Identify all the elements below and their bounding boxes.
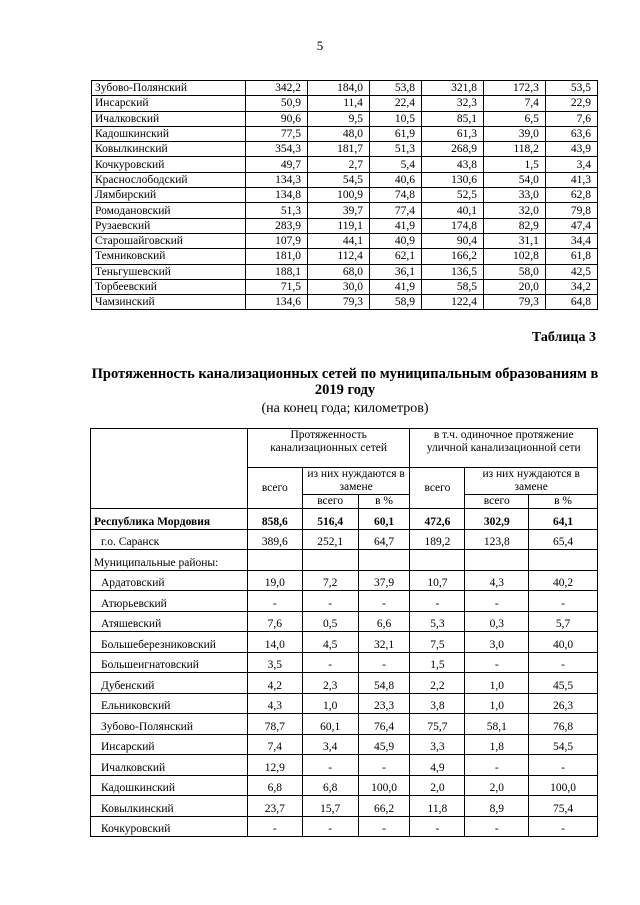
- value-cell: 90,6: [246, 111, 308, 126]
- table-row: [91, 796, 598, 817]
- empty-cell: [247, 550, 302, 571]
- value-cell: 112,4: [307, 249, 369, 264]
- value-cell: 41,9: [369, 218, 421, 233]
- row-label-cell: Дубенский: [91, 673, 248, 694]
- value-cell: 268,9: [421, 142, 483, 157]
- value-cell: -: [302, 652, 358, 673]
- value-cell: 36,1: [369, 264, 421, 279]
- value-cell: 66,2: [358, 796, 410, 817]
- value-cell: 6,6: [358, 611, 410, 632]
- table-row: [92, 157, 598, 172]
- value-cell: 174,8: [421, 218, 483, 233]
- value-cell: 64,8: [545, 295, 597, 310]
- value-cell: 65,4: [529, 529, 598, 550]
- row-label-cell: Торбеевский: [92, 279, 246, 294]
- value-cell: -: [358, 652, 410, 673]
- row-label-cell: Ичалковский: [91, 755, 248, 776]
- header-blank-cell: [91, 429, 248, 509]
- value-cell: 47,4: [545, 218, 597, 233]
- value-cell: 181,7: [307, 142, 369, 157]
- row-label-cell: Лямбирский: [92, 188, 246, 203]
- value-cell: 23,3: [358, 693, 410, 714]
- value-cell: 7,6: [247, 611, 302, 632]
- value-cell: 40,2: [529, 570, 598, 591]
- value-cell: 43,8: [421, 157, 483, 172]
- value-cell: 48,0: [307, 126, 369, 141]
- value-cell: 75,7: [410, 714, 465, 735]
- table-row: [91, 693, 598, 714]
- row-label-cell: Ромодановский: [92, 203, 246, 218]
- value-cell: 123,8: [465, 529, 529, 550]
- value-cell: 40,9: [369, 233, 421, 248]
- value-cell: 4,3: [247, 693, 302, 714]
- table-row: [92, 188, 598, 203]
- value-cell: 74,8: [369, 188, 421, 203]
- value-cell: 7,6: [545, 111, 597, 126]
- header-need-replace-1: из них нуждаются в замене: [302, 468, 410, 495]
- header-group-2: в т.ч. одиночное протяжение уличной канализационной сети: [410, 429, 598, 468]
- row-label-cell: Зубово-Полянский: [91, 714, 248, 735]
- sewer-networks-table: [90, 428, 598, 837]
- value-cell: 42,5: [545, 264, 597, 279]
- value-cell: 102,8: [483, 249, 545, 264]
- value-cell: 172,3: [483, 81, 545, 96]
- value-cell: 4,5: [302, 632, 358, 653]
- header-sub-pct-2: в %: [529, 495, 598, 509]
- value-cell: 7,2: [302, 570, 358, 591]
- table-row: [91, 734, 598, 755]
- value-cell: -: [529, 591, 598, 612]
- saransk-row: [91, 529, 598, 550]
- row-label-cell: Ичалковский: [92, 111, 246, 126]
- value-cell: 26,3: [529, 693, 598, 714]
- value-cell: 8,9: [465, 796, 529, 817]
- value-cell: 134,8: [246, 188, 308, 203]
- row-label-cell: Кадошкинский: [91, 775, 248, 796]
- value-cell: 107,9: [246, 233, 308, 248]
- header-group-1: Протяженность канализационных сетей: [247, 429, 410, 468]
- value-cell: 2,0: [410, 775, 465, 796]
- value-cell: 34,4: [545, 233, 597, 248]
- row-label-cell: Инсарский: [92, 96, 246, 111]
- value-cell: 79,3: [483, 295, 545, 310]
- table-row: [92, 295, 598, 310]
- value-cell: 252,1: [302, 529, 358, 550]
- value-cell: 354,3: [246, 142, 308, 157]
- value-cell: 39,7: [307, 203, 369, 218]
- value-cell: 1,5: [410, 652, 465, 673]
- table-row: [91, 591, 598, 612]
- value-cell: 134,6: [246, 295, 308, 310]
- value-cell: 63,6: [545, 126, 597, 141]
- value-cell: 22,9: [545, 96, 597, 111]
- row-label-cell: Ельниковский: [91, 693, 248, 714]
- value-cell: 3,4: [302, 734, 358, 755]
- value-cell: 5,3: [410, 611, 465, 632]
- value-cell: 3,4: [545, 157, 597, 172]
- value-cell: 85,1: [421, 111, 483, 126]
- value-cell: 68,0: [307, 264, 369, 279]
- value-cell: 4,3: [465, 570, 529, 591]
- row-label-cell: Кочкуровский: [91, 816, 248, 837]
- value-cell: 10,7: [410, 570, 465, 591]
- row-label-cell: Большеберезниковский: [91, 632, 248, 653]
- value-cell: 3,5: [247, 652, 302, 673]
- value-cell: 20,0: [483, 279, 545, 294]
- row-label-cell: Ковылкинский: [92, 142, 246, 157]
- value-cell: -: [410, 816, 465, 837]
- value-cell: -: [465, 755, 529, 776]
- value-cell: 62,8: [545, 188, 597, 203]
- value-cell: 30,0: [307, 279, 369, 294]
- table-row: [92, 279, 598, 294]
- value-cell: -: [529, 652, 598, 673]
- empty-cell: [529, 550, 598, 571]
- value-cell: 41,9: [369, 279, 421, 294]
- table-row: [91, 755, 598, 776]
- table-row: [92, 233, 598, 248]
- value-cell: 0,3: [465, 611, 529, 632]
- value-cell: 22,4: [369, 96, 421, 111]
- value-cell: 3,3: [410, 734, 465, 755]
- value-cell: 49,7: [246, 157, 308, 172]
- value-cell: 188,1: [246, 264, 308, 279]
- value-cell: 6,5: [483, 111, 545, 126]
- value-cell: 19,0: [247, 570, 302, 591]
- value-cell: 45,9: [358, 734, 410, 755]
- table-subtitle: (на конец года; километров): [261, 401, 429, 416]
- header-sub-pct-1: в %: [358, 495, 410, 509]
- value-cell: 32,0: [483, 203, 545, 218]
- value-cell: 2,3: [302, 673, 358, 694]
- value-cell: 82,9: [483, 218, 545, 233]
- table-row: [91, 714, 598, 735]
- table-row: [92, 142, 598, 157]
- value-cell: 43,9: [545, 142, 597, 157]
- table-row: [91, 652, 598, 673]
- value-cell: 0,5: [302, 611, 358, 632]
- value-cell: 1,8: [465, 734, 529, 755]
- row-label-cell: Чамзинский: [92, 295, 246, 310]
- value-cell: 15,7: [302, 796, 358, 817]
- row-label-cell: Зубово-Полянский: [92, 81, 246, 96]
- municipal-label-cell: Муниципальные районы:: [91, 550, 248, 571]
- value-cell: 50,9: [246, 96, 308, 111]
- value-cell: 32,1: [358, 632, 410, 653]
- row-label-cell: Атюрьевский: [91, 591, 248, 612]
- continued-table: [91, 80, 598, 310]
- value-cell: 41,3: [545, 172, 597, 187]
- value-cell: 77,5: [246, 126, 308, 141]
- row-label-cell: Темниковский: [92, 249, 246, 264]
- value-cell: 45,5: [529, 673, 598, 694]
- value-cell: 184,0: [307, 81, 369, 96]
- value-cell: 100,0: [358, 775, 410, 796]
- value-cell: -: [529, 755, 598, 776]
- value-cell: 3,0: [465, 632, 529, 653]
- header-total-1: всего: [247, 468, 302, 509]
- value-cell: 77,4: [369, 203, 421, 218]
- value-cell: 53,8: [369, 81, 421, 96]
- table-row: [92, 264, 598, 279]
- row-label-cell: Теньгушевский: [92, 264, 246, 279]
- header-row-1: [91, 429, 598, 468]
- value-cell: 54,5: [307, 172, 369, 187]
- value-cell: 62,1: [369, 249, 421, 264]
- row-label-cell: Инсарский: [91, 734, 248, 755]
- value-cell: 1,0: [465, 673, 529, 694]
- value-cell: 12,9: [247, 755, 302, 776]
- value-cell: 189,2: [410, 529, 465, 550]
- value-cell: 302,9: [465, 509, 529, 530]
- value-cell: -: [247, 591, 302, 612]
- value-cell: 122,4: [421, 295, 483, 310]
- value-cell: 39,0: [483, 126, 545, 141]
- value-cell: 60,1: [302, 714, 358, 735]
- value-cell: 130,6: [421, 172, 483, 187]
- value-cell: 6,8: [247, 775, 302, 796]
- value-cell: 31,1: [483, 233, 545, 248]
- value-cell: 7,4: [483, 96, 545, 111]
- empty-cell: [465, 550, 529, 571]
- header-need-replace-2: из них нуждаются в замене: [465, 468, 598, 495]
- row-label-cell: Рузаевский: [92, 218, 246, 233]
- value-cell: 1,5: [483, 157, 545, 172]
- value-cell: 54,0: [483, 172, 545, 187]
- value-cell: 4,9: [410, 755, 465, 776]
- value-cell: 51,3: [369, 142, 421, 157]
- value-cell: 52,5: [421, 188, 483, 203]
- table-row: [91, 570, 598, 591]
- municipal-label-row: [91, 550, 598, 571]
- value-cell: 181,0: [246, 249, 308, 264]
- value-cell: 54,5: [529, 734, 598, 755]
- republic-row: [91, 509, 598, 530]
- value-cell: 40,1: [421, 203, 483, 218]
- header-total-2: всего: [410, 468, 465, 509]
- value-cell: 34,2: [545, 279, 597, 294]
- value-cell: 37,9: [358, 570, 410, 591]
- value-cell: 14,0: [247, 632, 302, 653]
- value-cell: 10,5: [369, 111, 421, 126]
- row-label-cell: Кадошкинский: [92, 126, 246, 141]
- value-cell: 2,2: [410, 673, 465, 694]
- value-cell: 64,7: [358, 529, 410, 550]
- table-row: [91, 673, 598, 694]
- value-cell: 3,8: [410, 693, 465, 714]
- row-label-cell: Кочкуровский: [92, 157, 246, 172]
- table-row: [91, 611, 598, 632]
- value-cell: 32,3: [421, 96, 483, 111]
- value-cell: 1,0: [302, 693, 358, 714]
- table-label: Таблица 3: [531, 330, 596, 345]
- value-cell: 11,8: [410, 796, 465, 817]
- value-cell: 76,8: [529, 714, 598, 735]
- value-cell: -: [358, 755, 410, 776]
- value-cell: 40,6: [369, 172, 421, 187]
- table-row: [92, 126, 598, 141]
- value-cell: 9,5: [307, 111, 369, 126]
- value-cell: 4,2: [247, 673, 302, 694]
- value-cell: 516,4: [302, 509, 358, 530]
- page-number: 5: [316, 38, 324, 53]
- value-cell: 100,0: [529, 775, 598, 796]
- value-cell: 58,0: [483, 264, 545, 279]
- value-cell: 7,4: [247, 734, 302, 755]
- value-cell: 76,4: [358, 714, 410, 735]
- value-cell: 858,6: [247, 509, 302, 530]
- value-cell: 7,5: [410, 632, 465, 653]
- value-cell: 58,1: [465, 714, 529, 735]
- value-cell: 11,4: [307, 96, 369, 111]
- value-cell: 54,8: [358, 673, 410, 694]
- table-row: [92, 218, 598, 233]
- value-cell: 472,6: [410, 509, 465, 530]
- value-cell: 79,3: [307, 295, 369, 310]
- value-cell: -: [302, 755, 358, 776]
- row-label-cell: Старошайговский: [92, 233, 246, 248]
- value-cell: -: [247, 816, 302, 837]
- value-cell: 23,7: [247, 796, 302, 817]
- value-cell: -: [465, 652, 529, 673]
- value-cell: 44,1: [307, 233, 369, 248]
- table-row: [91, 775, 598, 796]
- value-cell: -: [358, 591, 410, 612]
- table-row: [92, 203, 598, 218]
- table-row: [92, 172, 598, 187]
- value-cell: 71,5: [246, 279, 308, 294]
- value-cell: 342,2: [246, 81, 308, 96]
- header-sub-total-2: всего: [465, 495, 529, 509]
- empty-cell: [358, 550, 410, 571]
- row-label-cell: Ардатовский: [91, 570, 248, 591]
- row-label-cell: Краснослободский: [92, 172, 246, 187]
- row-label-cell: Республика Мордовия: [91, 509, 248, 530]
- value-cell: 60,1: [358, 509, 410, 530]
- value-cell: 1,0: [465, 693, 529, 714]
- value-cell: 118,2: [483, 142, 545, 157]
- value-cell: 61,3: [421, 126, 483, 141]
- value-cell: 134,3: [246, 172, 308, 187]
- value-cell: 79,8: [545, 203, 597, 218]
- empty-cell: [410, 550, 465, 571]
- value-cell: -: [302, 816, 358, 837]
- row-label-cell: Атяшевский: [91, 611, 248, 632]
- table-title: Протяженность канализационных сетей по муниципальным образованиям в 2019 году: [91, 366, 599, 398]
- table-row: [92, 111, 598, 126]
- value-cell: 283,9: [246, 218, 308, 233]
- value-cell: 136,5: [421, 264, 483, 279]
- value-cell: 58,5: [421, 279, 483, 294]
- value-cell: 61,9: [369, 126, 421, 141]
- value-cell: 64,1: [529, 509, 598, 530]
- value-cell: 2,7: [307, 157, 369, 172]
- value-cell: 78,7: [247, 714, 302, 735]
- header-sub-total-1: всего: [302, 495, 358, 509]
- value-cell: 33,0: [483, 188, 545, 203]
- value-cell: 58,9: [369, 295, 421, 310]
- value-cell: 119,1: [307, 218, 369, 233]
- value-cell: 100,9: [307, 188, 369, 203]
- value-cell: 321,8: [421, 81, 483, 96]
- value-cell: 5,4: [369, 157, 421, 172]
- row-label-cell: Ковылкинский: [91, 796, 248, 817]
- value-cell: 61,8: [545, 249, 597, 264]
- value-cell: -: [529, 816, 598, 837]
- value-cell: 166,2: [421, 249, 483, 264]
- row-label-cell: г.о. Саранск: [91, 529, 248, 550]
- table-row: [92, 96, 598, 111]
- value-cell: -: [465, 591, 529, 612]
- table-row: [92, 249, 598, 264]
- table-row: [91, 816, 598, 837]
- value-cell: 90,4: [421, 233, 483, 248]
- value-cell: 2,0: [465, 775, 529, 796]
- row-label-cell: Большеигнатовский: [91, 652, 248, 673]
- value-cell: 40,0: [529, 632, 598, 653]
- table-row: [91, 632, 598, 653]
- table-row: [92, 81, 598, 96]
- value-cell: -: [465, 816, 529, 837]
- value-cell: 51,3: [246, 203, 308, 218]
- value-cell: 6,8: [302, 775, 358, 796]
- value-cell: 5,7: [529, 611, 598, 632]
- value-cell: -: [358, 816, 410, 837]
- value-cell: -: [302, 591, 358, 612]
- value-cell: 75,4: [529, 796, 598, 817]
- value-cell: -: [410, 591, 465, 612]
- empty-cell: [302, 550, 358, 571]
- value-cell: 53,5: [545, 81, 597, 96]
- value-cell: 389,6: [247, 529, 302, 550]
